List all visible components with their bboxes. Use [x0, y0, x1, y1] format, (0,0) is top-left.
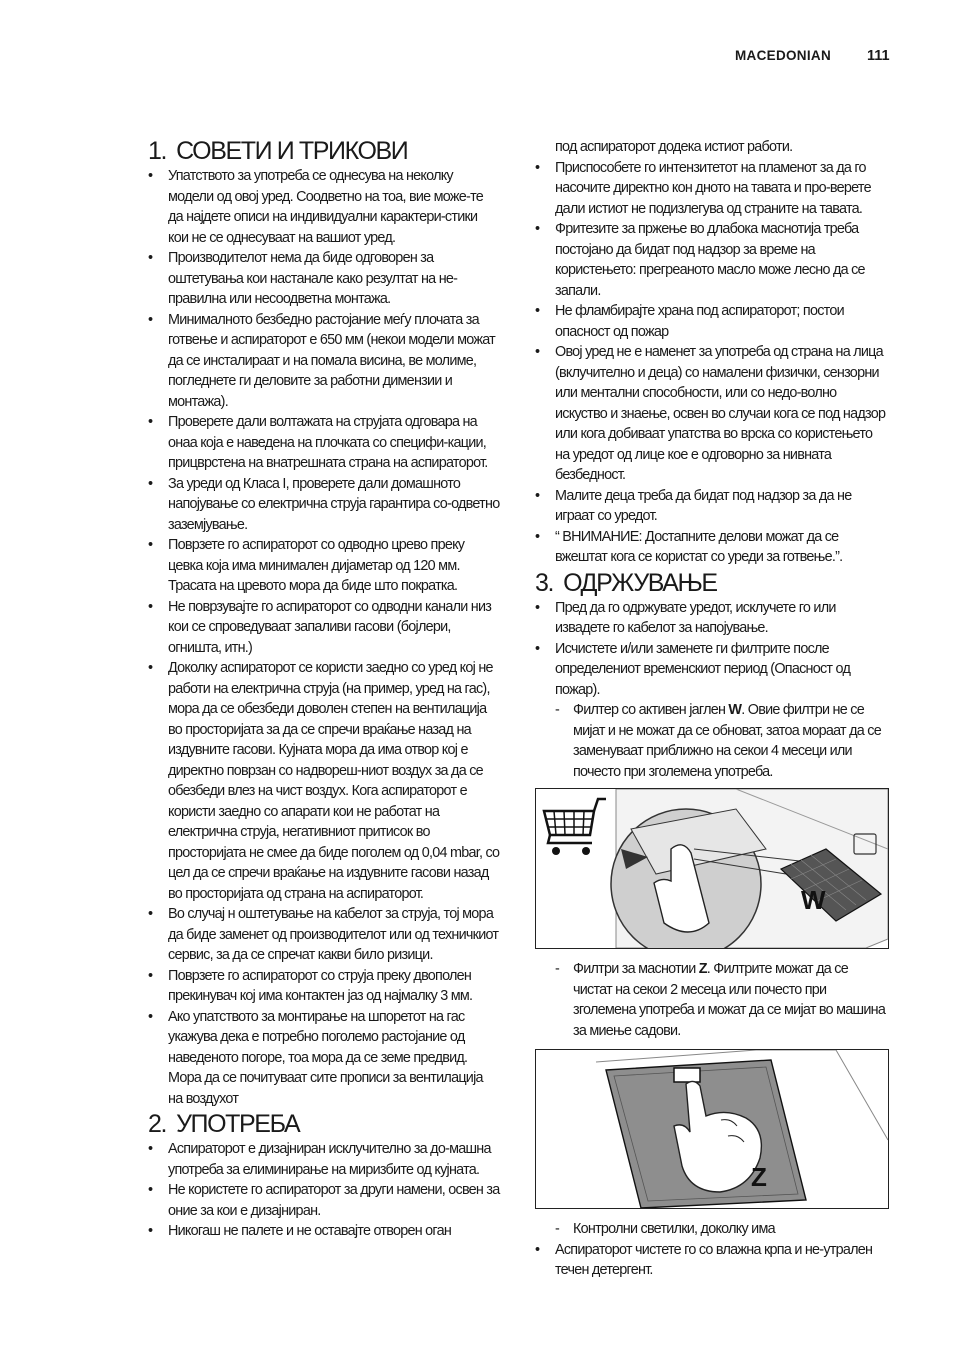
page-number: 111 [867, 48, 890, 64]
charcoal-filter-drawing [536, 789, 888, 948]
list-item: • Поврзете го аспираторот со струја преку двополен прекинувач кој има контактен јаз од најмалку 3 мм. [148, 966, 500, 1007]
charcoal-filter-illustration [535, 788, 889, 949]
section-title-usage [148, 1109, 500, 1139]
list-item: • Минималното безбедно растојание меѓу плочата за готвење и аспираторот е 650 мм (некои модели можат да се инсталираат и на помала висина, ве молиме, погледнете ги деловите за работни димензии и монтажа). [148, 310, 500, 413]
sub-item-text: . Овие филтри не се мијат и не можат да се обноват, затоа мораат да се заменуваат приближно на секои 4 месеци или почесто при зголемена употреба. [573, 702, 881, 780]
section-number: 2. [148, 1110, 167, 1138]
list-item: • Никогаш не палете и не оставајте отворен оган [148, 1221, 500, 1242]
list-item: • Во случај н оштетување на кабелот за струја, тој мора да биде заменет од производителот или од техничкиот сервис, за да се спречат какви било ризици. [148, 904, 500, 966]
sub-item-grease-filter [535, 959, 889, 1041]
section-title-text: СОВЕТИ И ТРИКОВИ [176, 137, 408, 165]
sub-item-text: Филтри за маснотии [573, 961, 699, 977]
list-item: • Фритезите за пржење во длабока маснотија треба постојано да бидат под надзор за време на користењето: прегреаното масло може лесно да се запали. [535, 219, 889, 301]
grease-filter-drawing [536, 1050, 888, 1208]
sub-item-charcoal-filter [535, 700, 889, 782]
filter-code: W [728, 702, 742, 718]
list-item: • За уреди од Класа I, проверете дали домашното напојување со електрична струја гарантира со-одветно заземјување. [148, 474, 500, 536]
sub-item-text: Филтер со активен јаглен [573, 702, 729, 718]
list-item: • Пред да го одржувате уредот, исклучете го или извадете го кабелот за напојување. [535, 598, 889, 639]
list-item: • Не поврзувајте го аспираторот со одводни канали низ кои се спроведуваат запаливи гасови (бојлери, огништа, итн.) [148, 597, 500, 659]
list-item: • Ако упатството за монтирање на шпоретот на гас укажува дека е потребно поголемо растојание од наведеното погоре, тоа мора да се земе предвид. Мора да се почитуваат сите прописи за вентилација на воздухот [148, 1007, 500, 1110]
list-item: • Не фламбирајте храна под аспираторот; постои опасност од пожар [535, 301, 889, 342]
list-item: • Овој уред не е наменет за употреба од страна на лица (вклучително и деца) со намалени физички, сензорни или ментални способности, или со недо-волно искуство и знаење, освен во случаи кога се под надзор или кога добиваат упатства во врска со користењето на уредот од лице кое е одговорно за нивната безбедност. [535, 342, 889, 486]
list-item: • Исчистете и/или заменете ги филтрите после определениот временскиот период (Опасност од пожар). [535, 639, 889, 701]
list-item: • Поврзете го аспираторот со одводно црево преку цевка која има минимален дијаметар од 120 мм. Трасата на цревото мора да биде што пократка. [148, 535, 500, 597]
maintenance-list-end [535, 1240, 889, 1281]
list-item: • Упатството за употреба се однесува на неколку модели од овој уред. Соодветно на тоа, вие може-те да најдете описи на индивидуални карактери-стики кои не се однесуваат на вашиот уред. [148, 166, 500, 248]
list-item: • Аспираторот е дизајниран исклучително за до-машна употреба за елиминирање на миризбите од кујната. [148, 1139, 500, 1180]
list-item: • “ ВНИМАНИЕ: Достапните делови можат да се вжештат кога се користат со уреди за готвење.”. [535, 527, 889, 568]
section-number: 3. [535, 568, 554, 597]
sub-item-text: . Филтрите можат да се чистат на секои 2 месеца или почесто при зголемена употреба и можат да се мијат во машина за миење садови. [573, 961, 886, 1039]
shopping-cart-icon [540, 793, 610, 865]
left-column [148, 136, 500, 1242]
header-language: MACEDONIAN [735, 48, 831, 63]
list-item: • Производителот нема да биде одговорен за оштетувања кои настанале како резултат на не-правилна или несоодветна монтажа. [148, 248, 500, 310]
section-title-text: УПОТРЕБА [176, 1110, 300, 1138]
right-column [535, 137, 889, 1281]
list-item: • Малите деца треба да бидат под надзор за да не играат со уредот. [535, 486, 889, 527]
section-title-tips [148, 136, 500, 166]
maintenance-list [535, 598, 889, 701]
figure-label: Z [751, 1162, 767, 1192]
section-title-text: ОДРЖУВАЊЕ [563, 568, 717, 597]
figure-label: W [801, 885, 826, 915]
sub-item-control-lights: - Контролни светилки, доколку има [535, 1219, 889, 1240]
section-number: 1. [148, 137, 167, 165]
filter-code: Z [698, 961, 707, 977]
list-item: • Доколку аспираторот се користи заедно со уред кој не работи на електрична струја (на пример, уред на гас), мора да се обезбеди доволен степен на вентилација во просторијата за да се спречи враќање назад на издувните гасови. Кујната мора да има отвор кој е директно поврзан со надвореш-ниот воздух за да се обезбеди влез на чист воздух. Кога аспираторот е користи заедно со апарати кои не работат на електрична струја, негативниот притисок во просторијата не смее да биде поголем од 0,04 mbar, со цел да се спречи враќање на издувните гасови назад во просторијата од страна на аспираторот. [148, 658, 500, 904]
list-item: • Аспираторот чистете го со влажна крпа и не-утрален течен детергент. [535, 1240, 889, 1281]
list-item: • Приспособете го интензитетот на пламенот за да го насочите директно кон дното на тавата и про-верете дали истиот не подизлегува од страните на тавата. [535, 158, 889, 220]
list-item: • Не користете го аспираторот за други намени, освен за оние за кои е дизајниран. [148, 1180, 500, 1221]
usage-list-continued [535, 137, 889, 568]
grease-filter-illustration [535, 1049, 889, 1209]
list-item: • Проверете дали волтажата на струјата одговара на онаа која е наведена на плочката со специфи-кации, прицврстена на внатрешната страна на аспираторот. [148, 412, 500, 474]
usage-list [148, 1139, 500, 1242]
list-item-continued: под аспираторот додека истиот работи. [555, 139, 793, 155]
section-title-maintenance [535, 568, 889, 598]
tips-list [148, 166, 500, 1109]
